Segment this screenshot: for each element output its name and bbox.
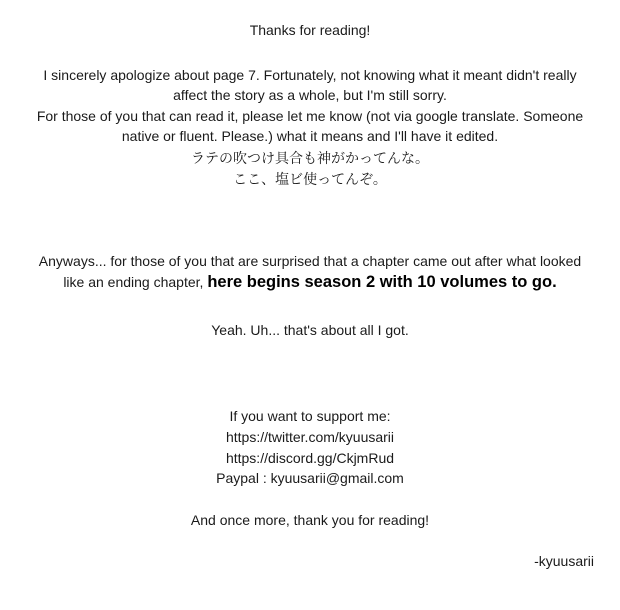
thanks-title: Thanks for reading! bbox=[249, 22, 371, 38]
japanese-line-2: ここ、塩ビ使ってんぞ。 bbox=[233, 171, 387, 187]
signature: -kyuusarii bbox=[534, 553, 594, 569]
closing-line: And once more, thank you for reading! bbox=[190, 512, 430, 528]
twitter-link[interactable]: https://twitter.com/kyuusarii bbox=[225, 429, 395, 445]
season-line-2 bbox=[0, 272, 620, 292]
apology-line-4: native or fluent. Please.) what it means and I'll have it edited. bbox=[121, 128, 499, 144]
season-line-2-prefix: like an ending chapter, bbox=[63, 274, 208, 290]
apology-line-3: For those of you that can read it, please let me know (not via google translate. Someone bbox=[36, 108, 584, 124]
support-heading: If you want to support me: bbox=[229, 408, 391, 424]
yeah-line: Yeah. Uh... that's about all I got. bbox=[211, 322, 409, 338]
season-announcement: here begins season 2 with 10 volumes to go. bbox=[207, 273, 557, 291]
paypal-contact: Paypal : kyuusarii@gmail.com bbox=[216, 470, 404, 486]
japanese-line-1: ラテの吹つけ具合も神がかってんな。 bbox=[191, 150, 429, 166]
apology-line-1: I sincerely apologize about page 7. Fortunately, not knowing what it meant didn't really bbox=[43, 67, 577, 83]
season-line-1: Anyways... for those of you that are surprised that a chapter came out after what looked bbox=[38, 253, 582, 269]
apology-line-2: affect the story as a whole, but I'm still sorry. bbox=[173, 87, 447, 103]
discord-link[interactable]: https://discord.gg/CkjmRud bbox=[225, 450, 395, 466]
